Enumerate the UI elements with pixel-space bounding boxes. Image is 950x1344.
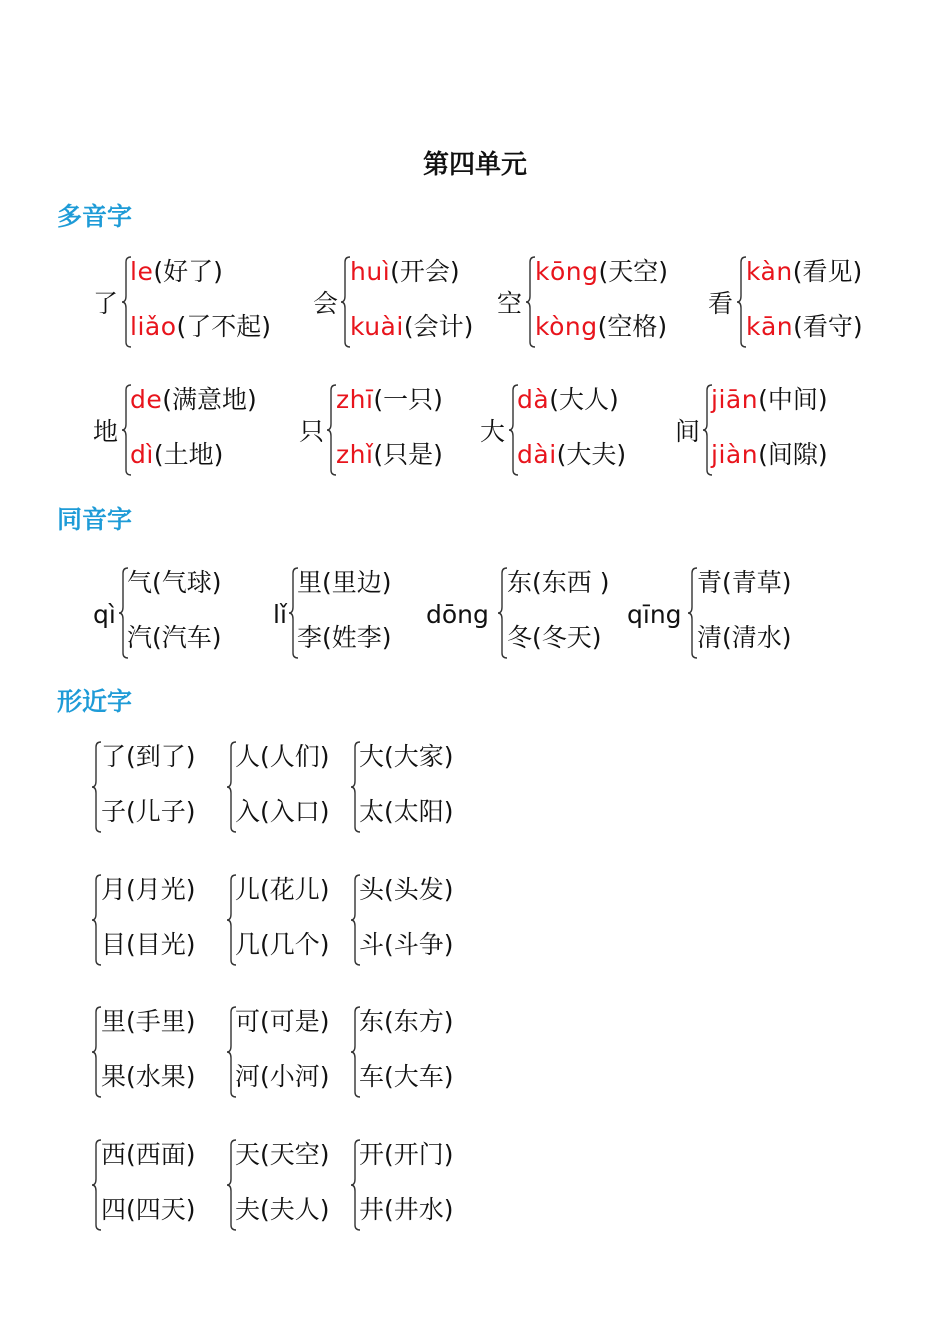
pinyin: le bbox=[130, 257, 154, 286]
example-word: 气(气球) bbox=[127, 568, 222, 597]
option-line bbox=[507, 621, 602, 655]
example-word: 果(水果) bbox=[101, 1062, 196, 1091]
group-head-char: 空 bbox=[497, 289, 523, 318]
example-word: (一只) bbox=[373, 385, 443, 414]
group-head-char: lǐ bbox=[273, 600, 287, 629]
page-title: 第四单元 bbox=[422, 150, 527, 180]
example-word: 开(开门) bbox=[359, 1140, 454, 1169]
option-line bbox=[359, 1138, 454, 1172]
option-line bbox=[350, 310, 473, 344]
option-line bbox=[517, 383, 619, 417]
option-line bbox=[101, 873, 196, 907]
pinyin: jiàn bbox=[711, 440, 759, 469]
group-head-char: qīng bbox=[627, 600, 682, 629]
section-title: 形近字 bbox=[57, 687, 133, 716]
group-head-char: 只 bbox=[299, 417, 325, 446]
pinyin: zhǐ bbox=[336, 440, 374, 469]
example-word: 青(青草) bbox=[697, 568, 792, 597]
example-word: 东(东方) bbox=[359, 1007, 454, 1036]
example-word: 可(可是) bbox=[235, 1007, 330, 1036]
pinyin: dài bbox=[517, 440, 557, 469]
option-line bbox=[697, 566, 792, 600]
example-word: 井(井水) bbox=[359, 1195, 454, 1224]
example-word: 儿(花儿) bbox=[235, 875, 330, 904]
option-line bbox=[359, 1060, 454, 1094]
option-line bbox=[235, 873, 330, 907]
option-line bbox=[297, 566, 392, 600]
option-line bbox=[101, 1138, 196, 1172]
example-word: 李(姓李) bbox=[297, 623, 392, 652]
option-line bbox=[101, 928, 196, 962]
group-head-char: 看 bbox=[708, 289, 734, 318]
option-line bbox=[130, 438, 223, 472]
example-word: (开会) bbox=[390, 257, 460, 286]
example-word: 大(大家) bbox=[359, 742, 454, 771]
example-word: 冬(冬天) bbox=[507, 623, 602, 652]
pinyin: dà bbox=[517, 385, 550, 414]
option-line bbox=[130, 255, 223, 289]
example-word: 子(儿子) bbox=[101, 797, 196, 826]
option-line bbox=[235, 740, 330, 774]
pinyin: de bbox=[130, 385, 163, 414]
example-word: (看见) bbox=[792, 257, 863, 286]
option-line bbox=[359, 795, 454, 829]
section-title: 同音字 bbox=[57, 505, 133, 534]
option-line bbox=[235, 928, 330, 962]
example-word: (会计) bbox=[403, 312, 474, 341]
option-line bbox=[235, 795, 330, 829]
example-word: 清(清水) bbox=[697, 623, 792, 652]
option-line bbox=[535, 255, 668, 289]
group-head-char: dōng bbox=[426, 600, 489, 629]
example-word: (满意地) bbox=[162, 385, 257, 414]
option-line bbox=[746, 310, 863, 344]
example-word: (空格) bbox=[597, 312, 668, 341]
example-word: 月(月光) bbox=[101, 875, 196, 904]
group-head-char: qì bbox=[93, 600, 116, 629]
pinyin: huì bbox=[350, 257, 391, 286]
option-line bbox=[101, 1060, 196, 1094]
example-word: 几(几个) bbox=[235, 930, 330, 959]
pinyin: liǎo bbox=[130, 312, 177, 341]
option-line bbox=[101, 1005, 196, 1039]
example-word: (了不起) bbox=[176, 312, 272, 341]
example-word: (好了) bbox=[153, 257, 223, 286]
example-word: 车(大车) bbox=[359, 1062, 454, 1091]
pinyin: dì bbox=[130, 440, 154, 469]
example-word: 河(小河) bbox=[235, 1062, 330, 1091]
example-word: 天(天空) bbox=[235, 1140, 330, 1169]
example-word: (大夫) bbox=[556, 440, 627, 469]
option-line bbox=[711, 438, 828, 472]
option-line bbox=[359, 873, 454, 907]
option-line bbox=[127, 566, 222, 600]
pinyin: kòng bbox=[535, 312, 598, 341]
example-word: 太(太阳) bbox=[359, 797, 454, 826]
example-word: 斗(斗争) bbox=[359, 930, 454, 959]
option-line bbox=[235, 1138, 330, 1172]
option-line bbox=[697, 621, 792, 655]
pinyin: zhī bbox=[336, 385, 374, 414]
example-word: (土地) bbox=[153, 440, 224, 469]
example-word: 人(人们) bbox=[235, 742, 330, 771]
pinyin: kōng bbox=[535, 257, 599, 286]
example-word: 西(西面) bbox=[101, 1140, 196, 1169]
option-line bbox=[130, 383, 257, 417]
option-line bbox=[127, 621, 222, 655]
option-line bbox=[359, 740, 454, 774]
example-word: (天空) bbox=[598, 257, 669, 286]
option-line bbox=[101, 1193, 196, 1227]
option-line bbox=[101, 795, 196, 829]
option-line bbox=[297, 621, 392, 655]
option-line bbox=[101, 740, 196, 774]
option-line bbox=[336, 383, 443, 417]
group-head-char: 间 bbox=[675, 417, 701, 446]
group-head-char: 地 bbox=[93, 417, 119, 446]
pinyin: kàn bbox=[746, 257, 793, 286]
example-word: (看守) bbox=[793, 312, 863, 341]
option-line bbox=[130, 310, 271, 344]
example-word: 四(四天) bbox=[101, 1195, 196, 1224]
example-word: (间隙) bbox=[758, 440, 828, 469]
group-head-char: 大 bbox=[480, 417, 506, 446]
option-line bbox=[359, 1005, 454, 1039]
section-title: 多音字 bbox=[57, 202, 133, 231]
example-word: 东(东西 ) bbox=[507, 568, 610, 597]
option-line bbox=[746, 255, 862, 289]
example-word: 夫(夫人) bbox=[235, 1195, 330, 1224]
pinyin: jiān bbox=[711, 385, 759, 414]
option-line bbox=[359, 928, 454, 962]
option-line bbox=[517, 438, 626, 472]
pinyin: kān bbox=[746, 312, 794, 341]
option-line bbox=[235, 1060, 330, 1094]
option-line bbox=[359, 1193, 454, 1227]
option-line bbox=[350, 255, 460, 289]
example-word: 入(入口) bbox=[235, 797, 330, 826]
example-word: 里(里边) bbox=[297, 568, 392, 597]
option-line bbox=[535, 310, 667, 344]
option-line bbox=[336, 438, 443, 472]
example-word: 目(目光) bbox=[101, 930, 196, 959]
group-head-char: 了 bbox=[93, 289, 119, 318]
option-line bbox=[235, 1005, 330, 1039]
option-line bbox=[507, 566, 609, 600]
example-word: (只是) bbox=[373, 440, 443, 469]
example-word: 里(手里) bbox=[101, 1007, 196, 1036]
example-word: (大人) bbox=[549, 385, 619, 414]
example-word: 头(头发) bbox=[359, 875, 454, 904]
option-line bbox=[711, 383, 828, 417]
example-word: 了(到了) bbox=[101, 742, 196, 771]
group-head-char: 会 bbox=[313, 289, 339, 318]
example-word: (中间) bbox=[758, 385, 828, 414]
option-line bbox=[235, 1193, 330, 1227]
example-word: 汽(汽车) bbox=[127, 623, 222, 652]
pinyin: kuài bbox=[350, 312, 404, 341]
